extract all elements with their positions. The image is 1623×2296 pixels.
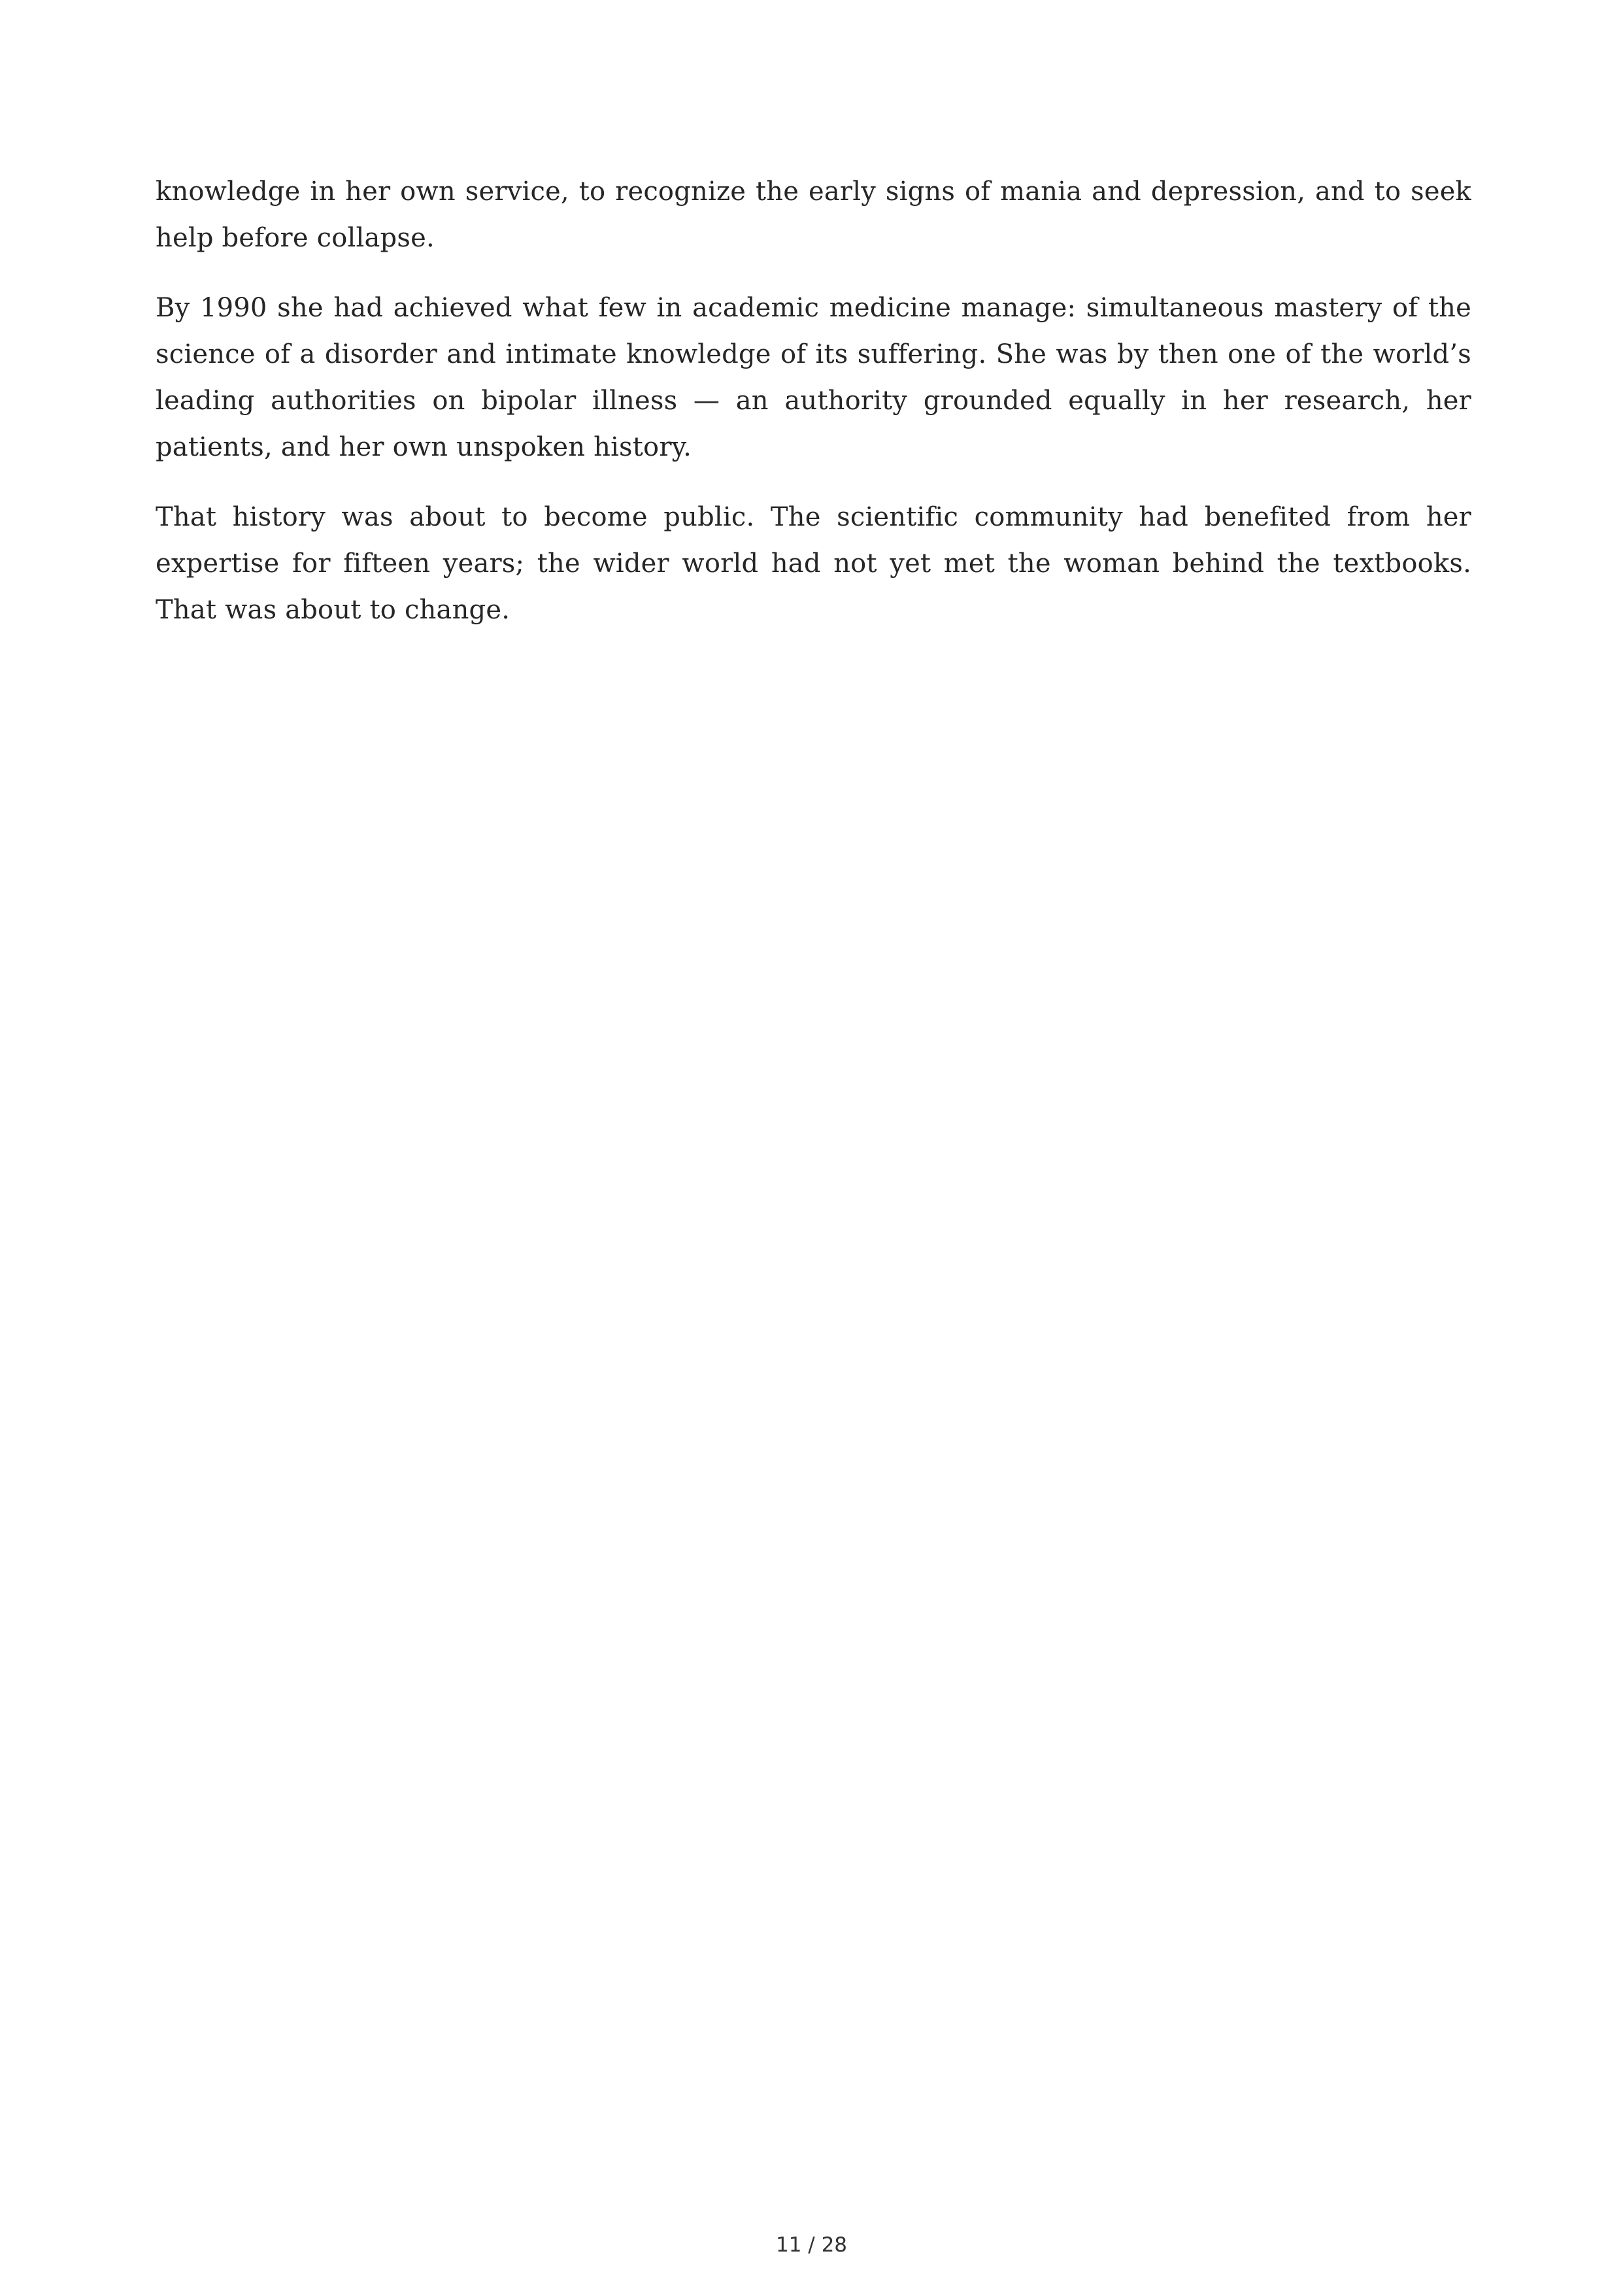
- body-text: [156, 169, 1471, 657]
- paragraph-3: That history was about to become public. The scientific community had benefited from her expertise for fifteen years; the wider world had not yet met the woman behind the textbooks. That was about to change.: [156, 502, 1471, 625]
- paragraph-1: knowledge in her own service, to recognize the early signs of mania and depression, and to seek help before collapse.: [156, 177, 1471, 253]
- paragraph-2: By 1990 she had achieved what few in academic medicine manage: simultaneous mastery of the science of a disorder and intimate knowledge of its suffering. She was by then one of the world’s leading authorities on bipolar illness — an authority grounded equally in her research, her patients, and her own unspoken history.: [156, 293, 1471, 462]
- page-number: 11 / 28: [775, 2233, 848, 2257]
